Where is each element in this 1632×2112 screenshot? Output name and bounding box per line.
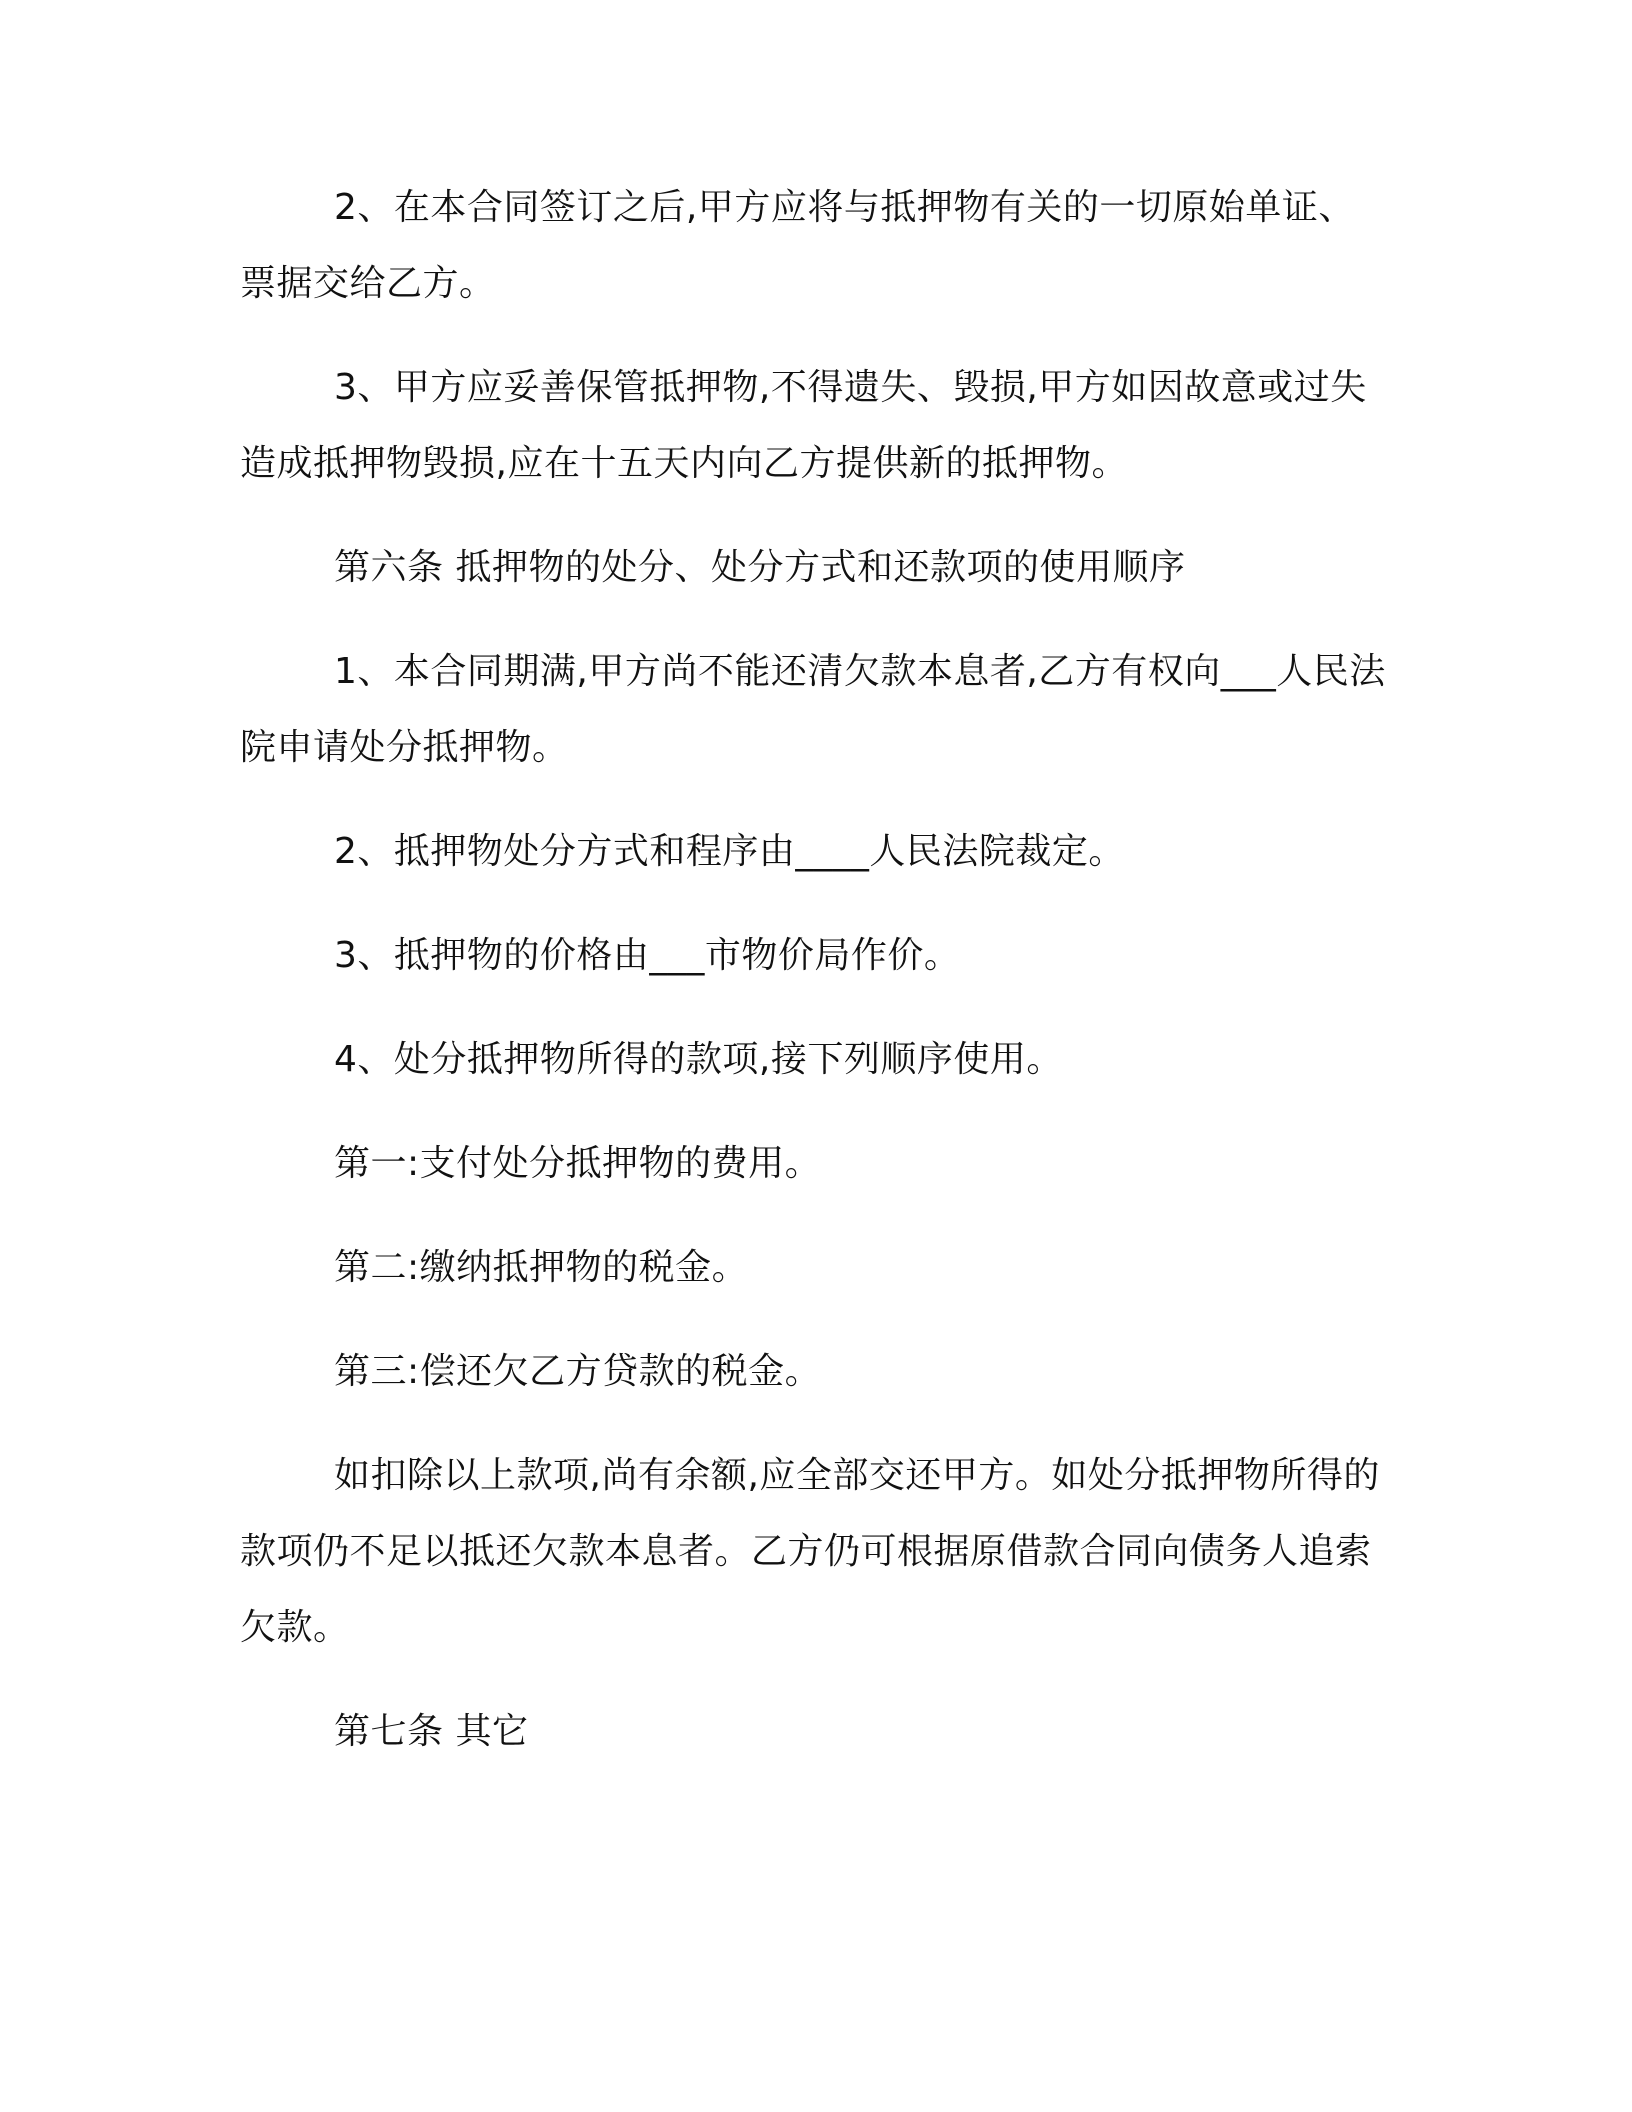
document-page (240, 170, 1390, 1798)
paragraph-article-6-item-1: 1、本合同期满,甲方尚不能还清欠款本息者,乙方有权向___人民法院申请处分抵押物。 (240, 651, 1386, 768)
paragraph-remainder: 如扣除以上款项,尚有余额,应全部交还甲方。如处分抵押物所得的款项仍不足以抵还欠款本息者。乙方仍可根据原借款合同向债务人追索欠款。 (240, 1455, 1380, 1648)
article-6-heading: 第六条 抵押物的处分、处分方式和还款项的使用顺序 (334, 547, 1186, 588)
paragraph-clause-3-custody: 3、甲方应妥善保管抵押物,不得遗失、毁损,甲方如因故意或过失造成抵押物毁损,应在十五天内向乙方提供新的抵押物。 (240, 367, 1367, 484)
paragraph-clause-2-delivery: 2、在本合同签订之后,甲方应将与抵押物有关的一切原始单证、票据交给乙方。 (240, 187, 1355, 304)
paragraph-order-third: 第三:偿还欠乙方贷款的税金。 (334, 1351, 822, 1392)
paragraph-article-6-item-4: 4、处分抵押物所得的款项,接下列顺序使用。 (334, 1039, 1063, 1080)
paragraph-article-6-item-2: 2、抵押物处分方式和程序由____人民法院裁定。 (334, 831, 1125, 872)
article-7-heading: 第七条 其它 (334, 1711, 529, 1752)
paragraph-order-first: 第一:支付处分抵押物的费用。 (334, 1143, 822, 1184)
paragraph-order-second: 第二:缴纳抵押物的税金。 (334, 1247, 749, 1288)
paragraph-article-6-item-3: 3、抵押物的价格由___市物价局作价。 (334, 935, 961, 976)
